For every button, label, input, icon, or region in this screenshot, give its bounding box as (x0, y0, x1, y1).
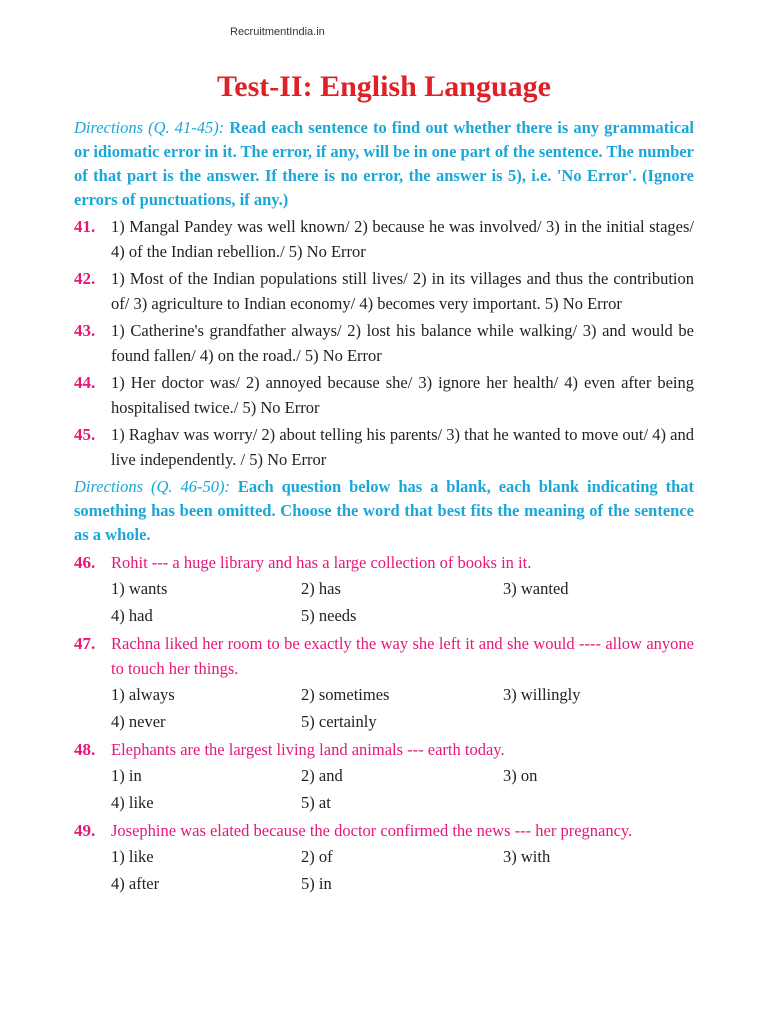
question-number: 47. (74, 634, 96, 653)
question-number: 49. (74, 821, 96, 840)
option: 1) always (111, 685, 175, 704)
directions-label: Directions (Q. 46-50): (74, 477, 230, 496)
question-42 (74, 266, 694, 316)
question-48 (74, 737, 694, 762)
directions-label: Directions (Q. 41-45): (74, 118, 225, 137)
question-46 (74, 550, 694, 575)
question-text: Josephine was elated because the doctor confirmed the news --- her pregnancy. (111, 821, 633, 840)
option: 3) with (503, 847, 551, 866)
option: 4) had (111, 606, 153, 625)
question-49 (74, 818, 694, 843)
option: 5) in (301, 874, 332, 893)
option: 5) needs (301, 606, 357, 625)
question-text: 1) Mangal Pandey was well known/ 2) because he was involved/ 3) in the initial stages/ 4) of the Indian rebellion./ 5) No Error (111, 217, 694, 261)
directions-46-50 (74, 475, 694, 547)
question-text: 1) Most of the Indian populations still lives/ 2) in its villages and thus the contribution of/ 3) agriculture to Indian economy/ 4) becomes very important. 5) No Error (111, 269, 694, 313)
option: 5) certainly (301, 712, 377, 731)
question-number: 46. (74, 553, 96, 572)
option: 4) like (111, 793, 154, 812)
option: 2) has (301, 579, 341, 598)
question-47 (74, 631, 694, 681)
option: 4) never (111, 712, 166, 731)
option: 3) willingly (503, 685, 581, 704)
question-text: Rachna liked her room to be exactly the way she left it and she would ---- allow anyone to touch her things. (111, 634, 694, 678)
directions-41-45 (74, 116, 694, 212)
option: 1) in (111, 766, 142, 785)
site-watermark: RecruitmentIndia.in (230, 26, 325, 38)
question-number: 48. (74, 740, 96, 759)
option: 1) like (111, 847, 154, 866)
option: 2) sometimes (301, 685, 390, 704)
question-number: 42. (74, 269, 96, 288)
question-number: 44. (74, 373, 96, 392)
question-41 (74, 214, 694, 264)
option: 4) after (111, 874, 160, 893)
option: 2) and (301, 766, 343, 785)
options-47 (74, 681, 694, 735)
question-43 (74, 318, 694, 368)
directions-text: Each question below has a blank, each blank indicating that something has been omitted. Choose the word that best fits the meaning of the sentence as a whole. (74, 477, 694, 544)
question-text: 1) Raghav was worry/ 2) about telling his parents/ 3) that he wanted to move out/ 4) and live independently. / 5) No Error (111, 425, 694, 469)
question-number: 43. (74, 321, 96, 340)
question-text: 1) Her doctor was/ 2) annoyed because she/ 3) ignore her health/ 4) even after being hospitalised twice./ 5) No Error (111, 373, 694, 417)
content (74, 116, 694, 897)
options-48 (74, 762, 694, 816)
option: 5) at (301, 793, 331, 812)
option: 3) wanted (503, 579, 569, 598)
directions-text: Read each sentence to find out whether there is any grammatical or idiomatic error in it. The error, if any, will be in one part of the sentence. The number of that part is the answer. If there is no error, the answer is 5), i.e. 'No Error'. (Ignore errors of punctuations, if any.) (74, 118, 694, 209)
options-49 (74, 843, 694, 897)
question-text: 1) Catherine's grandfather always/ 2) lost his balance while walking/ 3) and would be found fallen/ 4) on the road./ 5) No Error (111, 321, 694, 365)
question-45 (74, 422, 694, 472)
option: 1) wants (111, 579, 168, 598)
question-text: Rohit --- a huge library and has a large collection of books in it. (111, 553, 532, 572)
question-44 (74, 370, 694, 420)
question-number: 41. (74, 217, 96, 236)
question-text: Elephants are the largest living land animals --- earth today. (111, 740, 505, 759)
page-title: Test-II: English Language (217, 70, 551, 103)
options-46 (74, 575, 694, 629)
option: 2) of (301, 847, 333, 866)
option: 3) on (503, 766, 538, 785)
question-number: 45. (74, 425, 96, 444)
